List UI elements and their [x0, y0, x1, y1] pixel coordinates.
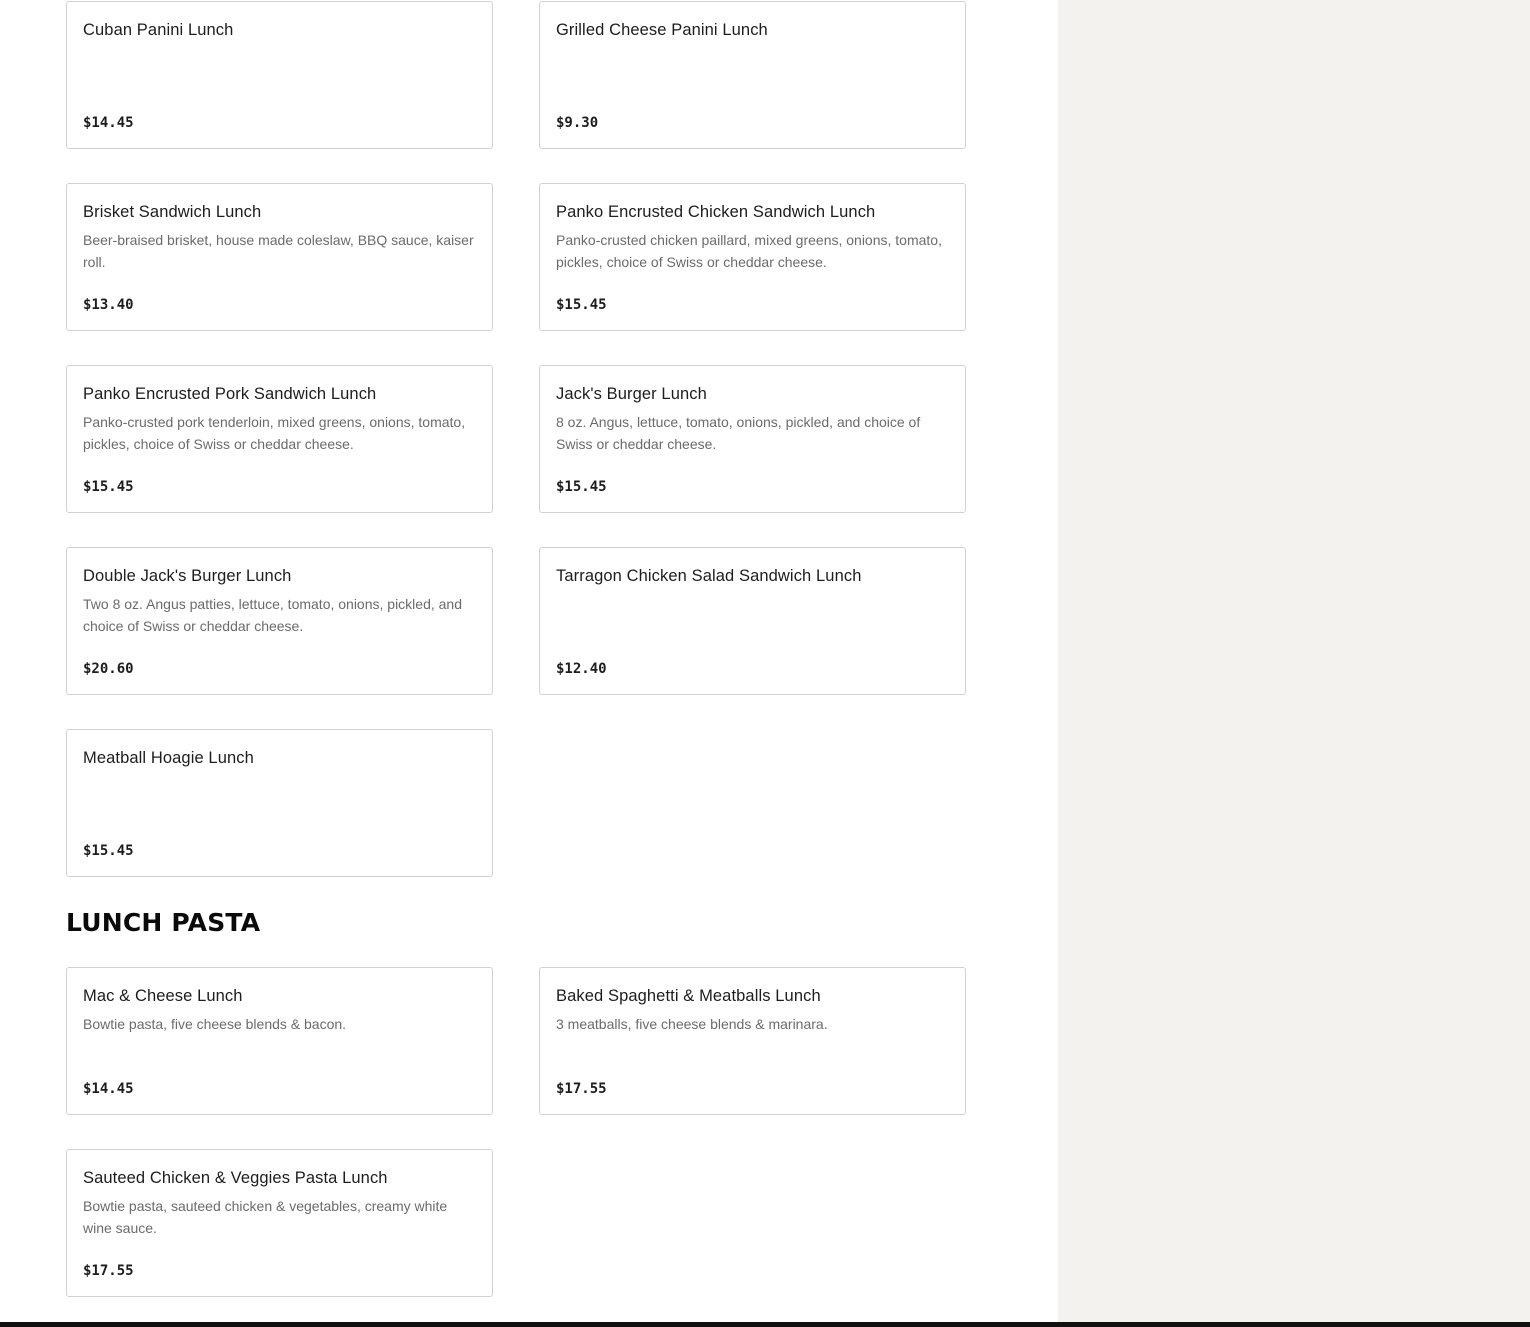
menu-item-title: Panko Encrusted Pork Sandwich Lunch: [83, 385, 377, 403]
menu-item-card-panko-chicken-sandwich[interactable]: [539, 183, 966, 331]
menu-item-price: $15.45: [83, 479, 134, 495]
menu-item-card-brisket-sandwich[interactable]: [66, 183, 493, 331]
menu-item-description: Panko-crusted pork tenderloin, mixed greens, onions, tomato, pickles, choice of Swiss or cheddar cheese.: [83, 414, 466, 452]
menu-item-price: $20.60: [83, 661, 134, 677]
menu-item-title: Tarragon Chicken Salad Sandwich Lunch: [556, 567, 862, 585]
menu-item-price: $15.45: [556, 297, 607, 313]
menu-item-price: $13.40: [83, 297, 134, 313]
menu-item-title: Mac & Cheese Lunch: [83, 987, 243, 1005]
menu-item-price: $14.45: [83, 115, 134, 131]
menu-item-price: $14.45: [83, 1081, 134, 1097]
menu-item-description: Bowtie pasta, sauteed chicken & vegetables, creamy white wine sauce.: [83, 1198, 448, 1236]
menu-item-card-tarragon-chicken-salad[interactable]: [539, 547, 966, 695]
menu-item-title: Double Jack's Burger Lunch: [83, 567, 292, 585]
menu-item-price: $17.55: [83, 1263, 134, 1279]
menu-item-price: $15.45: [83, 843, 134, 859]
bottom-bar: [0, 1322, 1530, 1327]
menu-item-card-baked-spaghetti-meatballs[interactable]: [539, 967, 966, 1115]
menu-item-title: Grilled Cheese Panini Lunch: [556, 21, 768, 39]
menu-item-description: Two 8 oz. Angus patties, lettuce, tomato, onions, pickled, and choice of Swiss or cheddar cheese.: [83, 596, 463, 634]
menu-item-description: Panko-crusted chicken paillard, mixed greens, onions, tomato, pickles, choice of Swiss or cheddar cheese.: [556, 232, 942, 270]
menu-item-card-sauteed-chicken-veggies-pasta[interactable]: [66, 1149, 493, 1297]
section-heading-lunch-pasta: LUNCH PASTA: [66, 908, 261, 937]
menu-item-title: Cuban Panini Lunch: [83, 21, 234, 39]
menu-item-description: 3 meatballs, five cheese blends & marinara.: [556, 1016, 828, 1032]
menu-item-price: $15.45: [556, 479, 607, 495]
menu-item-title: Brisket Sandwich Lunch: [83, 203, 262, 221]
menu-item-price: $9.30: [556, 115, 599, 131]
menu-item-card-grilled-cheese-panini[interactable]: [539, 1, 966, 149]
menu-item-title: Baked Spaghetti & Meatballs Lunch: [556, 987, 821, 1005]
menu-item-description: Beer-braised brisket, house made coleslaw, BBQ sauce, kaiser roll.: [83, 232, 474, 270]
menu-item-title: Jack's Burger Lunch: [556, 385, 707, 403]
menu-item-price: $12.40: [556, 661, 607, 677]
menu-item-title: Meatball Hoagie Lunch: [83, 749, 254, 767]
menu-item-card-jacks-burger[interactable]: [539, 365, 966, 513]
menu-item-description: 8 oz. Angus, lettuce, tomato, onions, pickled, and choice of Swiss or cheddar cheese.: [556, 414, 921, 452]
menu-item-card-meatball-hoagie[interactable]: [66, 729, 493, 877]
menu-item-description: Bowtie pasta, five cheese blends & bacon.: [83, 1016, 347, 1032]
menu-item-card-cuban-panini[interactable]: [66, 1, 493, 149]
menu-item-card-double-jacks-burger[interactable]: [66, 547, 493, 695]
side-panel: [1058, 0, 1530, 1327]
menu-item-card-panko-pork-sandwich[interactable]: [66, 365, 493, 513]
menu-item-price: $17.55: [556, 1081, 607, 1097]
menu-item-title: Sauteed Chicken & Veggies Pasta Lunch: [83, 1169, 388, 1187]
menu-item-title: Panko Encrusted Chicken Sandwich Lunch: [556, 203, 876, 221]
menu-item-card-mac-and-cheese[interactable]: [66, 967, 493, 1115]
